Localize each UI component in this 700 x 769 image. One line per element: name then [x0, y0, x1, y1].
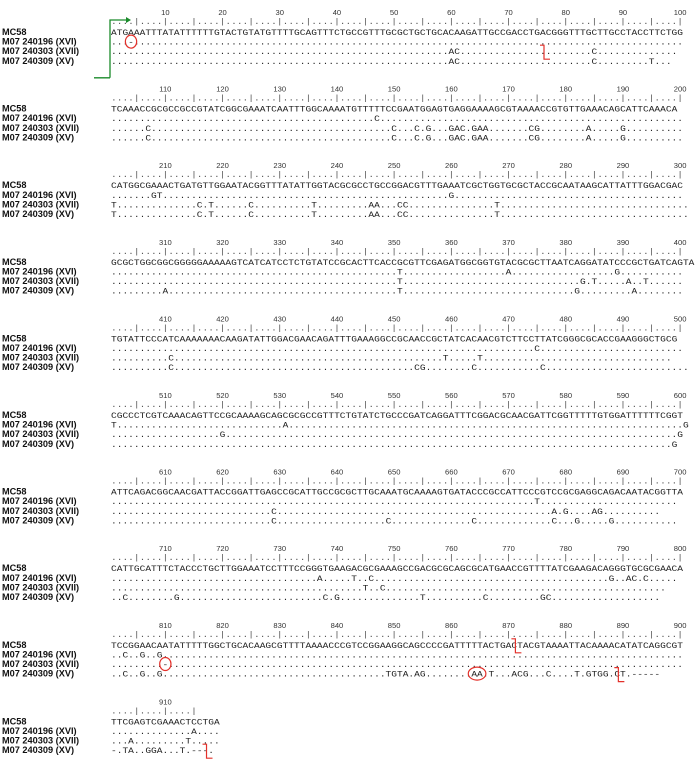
- ruler-number: 540: [330, 391, 344, 400]
- ruler-ticks: ....|....|....|....|....|....|....|....|....|....|....|....|....|....|....|....|....|....|....|....|: [111, 630, 609, 640]
- ruler-number: 500: [673, 314, 687, 324]
- sequence-label: M07 240196 (XVI): [2, 649, 77, 660]
- ruler-number: 410: [159, 314, 172, 324]
- ruler-number: 860: [445, 620, 458, 630]
- alignment-block-9: [2, 621, 686, 680]
- sequence-row: TCCGGAACAATATTTTTGGCTGCACAAGCGTTTTAAAACCCGTCCGGAAGGCAGCCCCGATTTTTACTGACTACGTAAAATTACAAAACATATCAGGCGT: [111, 641, 684, 651]
- alignment-block-3: [2, 161, 689, 220]
- ruler-number: 880: [559, 620, 573, 630]
- sequence-label: M07 240309 (XV): [2, 515, 75, 526]
- sequence-label: M07 240309 (XV): [2, 668, 75, 679]
- ruler-number: 260: [445, 161, 458, 171]
- sequence-label: MC58: [2, 563, 27, 574]
- alignment-block-7: [2, 468, 686, 527]
- ruler-number: 820: [216, 620, 229, 630]
- ruler-number: 430: [273, 314, 287, 324]
- alignment-block-6: [2, 391, 689, 450]
- sequence-label: M07 240309 (XV): [2, 592, 75, 602]
- sequence-row: CATTGCATTTCTACCCTGCTTGGAAATCCTTTCCGGGTGAAGACGCGAAAGCCGACGCGCAGCGCATGAACCGTTTTATCGAAGACAGGGTGCGCGAACA: [111, 565, 684, 575]
- ruler-number: 900: [673, 620, 687, 630]
- sequence-row: ..............A....: [111, 728, 220, 737]
- ruler-number: 730: [273, 544, 287, 554]
- ruler-number: 630: [273, 467, 287, 477]
- sequence-row: ...........................................................AC.......................C..............: [111, 48, 678, 58]
- sequence-row: ..C........G.........................C.G..............T..........C.........GC...................: [111, 594, 661, 603]
- ruler-number: 710: [159, 544, 172, 554]
- alignment-block-8: [2, 544, 686, 603]
- sequence-label: MC58: [2, 716, 27, 727]
- ruler-number: 470: [502, 314, 515, 324]
- sequence-row: ..........C...............................................T.....T.................................: [111, 354, 672, 364]
- ruler-number: 330: [273, 237, 287, 247]
- ruler-number: 690: [616, 467, 630, 477]
- ruler-number: 190: [616, 84, 630, 94]
- sequence-label: M07 240196 (XVI): [2, 343, 77, 353]
- ruler-ticks: ....|....|....|: [111, 707, 186, 717]
- ruler-ticks: ....|....|....|....|....|....|....|....|....|....|....|....|....|....|....|....|....|....|....|....|: [111, 94, 609, 104]
- sequence-label: M07 240196 (XVI): [2, 266, 77, 277]
- ruler-number: 560: [445, 391, 458, 400]
- ruler-number: 770: [502, 544, 515, 554]
- ruler-number: 490: [616, 314, 630, 324]
- sequence-row: CATGGCGAAACTGATGTTGGAATACGGTTTATATTGGTACGCGCCTGCCGGACGTTTGAAATCGCTGGTGCGCTACCGCAATAAGCATTATTTGGACGAC: [111, 182, 684, 192]
- sequence-label: M07 240196 (XVI): [2, 419, 77, 430]
- ruler-number: 610: [159, 467, 172, 477]
- sequence-row: ..................................................T..................A..................G...........: [111, 268, 683, 278]
- sequence-label: MC58: [2, 333, 27, 344]
- ruler-number: 20: [218, 8, 227, 17]
- ruler-number: 380: [559, 237, 573, 247]
- sequence-row: ..............................................C.....................................................: [111, 115, 683, 125]
- ruler-number: 530: [273, 391, 287, 400]
- ruler-number: 90: [618, 8, 628, 17]
- ruler-number: 160: [445, 84, 458, 94]
- ruler-number: 460: [445, 314, 458, 324]
- ruler-ticks: ....|....|....|....|....|....|....|....|....|....|....|....|....|....|....|....|....|....|....|....|: [111, 554, 609, 564]
- ruler-number: 790: [616, 544, 630, 554]
- sequence-row: ATTCAGACGGCAACGATTACCGGATTGAGCCGCATTGCCGCGCTTGCAAATGCAAAAGTGATACCCGCCATTCCCGTCCGCGAGGCAGACAATACGGTTA: [111, 488, 684, 498]
- ruler-number: 290: [616, 161, 630, 171]
- sequence-label: MC58: [2, 103, 27, 114]
- sequence-label: M07 240303 (XVII): [2, 429, 80, 440]
- ruler-number: 220: [216, 161, 229, 171]
- ruler-number: 80: [561, 8, 570, 17]
- ruler-number: 30: [275, 8, 284, 17]
- ruler-number: 640: [330, 467, 344, 477]
- ruler-number: 510: [159, 391, 172, 400]
- sequence-label: M07 240196 (XVI): [2, 189, 77, 200]
- ruler-number: 800: [673, 544, 687, 554]
- sequence-row: ..C..G..G...........................................................................................: [111, 651, 683, 661]
- ruler-number: 60: [447, 8, 456, 17]
- ruler-number: 840: [330, 620, 344, 630]
- ruler-number: 680: [559, 467, 573, 477]
- ruler-number: 870: [502, 620, 515, 630]
- ruler-ticks: ....|....|....|....|....|....|....|....|....|....|....|....|....|....|....|....|....|....|....|....|: [111, 171, 609, 181]
- ruler-number: 120: [216, 84, 229, 94]
- sequence-label: MC58: [2, 27, 27, 37]
- sequence-label: M07 240309 (XV): [2, 438, 75, 449]
- sequence-row: ...................G...............................................................................G: [111, 431, 684, 441]
- sequence-row: .........-..........................................................................................: [111, 661, 683, 670]
- sequence-row: ...-................................................................................................: [111, 38, 683, 48]
- sequence-row: ......C..........................................C...C.G...GAC.GAA.......CG........A.....G..........: [111, 134, 683, 144]
- sequence-row: ............................C...................C..............C.............C...G.....G...........: [111, 517, 678, 527]
- ruler-number: 580: [559, 391, 573, 400]
- ruler-number: 140: [330, 84, 344, 94]
- ruler-number: 650: [387, 467, 401, 477]
- ruler-number: 620: [216, 467, 229, 477]
- sequence-row: ..........................................................................T........................: [111, 498, 678, 508]
- sequence-label: M07 240309 (XV): [2, 745, 75, 756]
- alignment-block-5: [2, 314, 689, 373]
- alignment-block-4: [2, 238, 694, 297]
- ruler-number: 660: [445, 467, 458, 477]
- ruler-number: 40: [332, 8, 342, 17]
- ruler-number: 780: [559, 544, 573, 554]
- sequence-label: MC58: [2, 410, 27, 420]
- sequence-label: MC58: [2, 180, 27, 191]
- sequence-label: M07 240303 (XVII): [2, 199, 80, 210]
- sequence-label: M07 240196 (XVI): [2, 496, 77, 507]
- sequence-label: MC58: [2, 486, 27, 497]
- ruler-number: 150: [387, 84, 401, 94]
- ruler-ticks: ....|....|....|....|....|....|....|....|....|....|....|....|....|....|....|....|....|....|....|....|: [111, 477, 609, 487]
- ruler-number: 450: [387, 314, 401, 324]
- sequence-row: TGTATTCCCATCAAAAAAACAAGATATTGGACGAACAGATTTGAAAGGCCGCAACCGCTATCACAACGTCTTCCTTATCGGGCGCACCGAAGGGCTGCG: [111, 335, 678, 345]
- ruler-ticks: ....|....|....|....|....|....|....|....|....|....|....|....|....|....|....|....|....|....|....|....|: [111, 247, 609, 257]
- ruler-ticks: ....|....|....|....|....|....|....|....|....|....|....|....|....|....|....|....|....|....|....|....|: [111, 401, 609, 410]
- sequence-label: M07 240196 (XVI): [2, 572, 77, 583]
- sequence-row: T..............C.T......C..........T.........AA...CC...............T.................................: [111, 201, 689, 211]
- sequence-label: M07 240303 (XVII): [2, 122, 80, 133]
- ruler-number: 210: [159, 161, 172, 171]
- sequence-row: GCGCTGGCGGCGGGGGAAAAAGTCATCATCCTCTGTATCCGCACTTCACCGCGTTCGAGATGGCGGTGTACGCGCTTAATCAGGATATCCCGCTGATCAGTA: [111, 258, 695, 268]
- ruler-number: 360: [445, 237, 458, 247]
- alignment-block-2: [2, 85, 686, 144]
- sequence-label: M07 240196 (XVI): [2, 726, 77, 736]
- ruler-number: 750: [387, 544, 401, 554]
- ruler-ticks: ....|....|....|....|....|....|....|....|....|....|....|....|....|....|....|....|....|....|....|....|: [111, 18, 609, 27]
- ruler-number: 850: [387, 620, 401, 630]
- ruler-number: 400: [673, 237, 687, 247]
- ruler-number: 390: [616, 237, 630, 247]
- sequence-label: M07 240303 (XVII): [2, 659, 80, 669]
- sequence-label: M07 240196 (XVI): [2, 36, 77, 47]
- sequence-row: ..C..G..G.......................................TGTA.AG........AA.T...ACG...C....T.GTGG.CT.-----: [111, 670, 661, 680]
- sequence-label: M07 240303 (XVII): [2, 46, 80, 57]
- ruler-number: 70: [504, 8, 513, 17]
- ruler-number: 200: [673, 84, 687, 94]
- sequence-row: ..........C..........................................CG........C...........C.........................: [111, 364, 689, 374]
- sequence-row: ..................................................................................................G: [111, 440, 678, 450]
- ruler-number: 600: [673, 391, 687, 400]
- sequence-row: ..................................................T...............................G.T.....A..T......: [111, 278, 683, 287]
- ruler-number: 440: [330, 314, 344, 324]
- ruler-number: 420: [216, 314, 229, 324]
- ruler-number: 110: [159, 84, 172, 94]
- ruler-number: 340: [330, 237, 344, 247]
- ruler-number: 250: [387, 161, 401, 171]
- sequence-row: TTCGAGTCGAAACTCCTGA: [111, 718, 220, 728]
- sequence-row: -.TA..GGA...T.---.: [111, 747, 214, 757]
- sequence-row: CGCCCTCGTCAAACAGTTCCGCAAAAGCAGCGCGCCGTTTCTGTATCTGCCCGATCAGGATTTCGGACGCAACGATTCGGTTTTTGTGGATTTTTTCGGT: [111, 412, 684, 421]
- sequence-row: .........A........................................T..............................G.........A........: [111, 287, 683, 297]
- ruler-number: 480: [559, 314, 573, 324]
- sequence-row: ...........................................................AC.......................C.........T...: [111, 57, 672, 67]
- sequence-row: .......GT..................................................G........................................: [111, 191, 683, 201]
- ruler-number: 50: [389, 8, 399, 17]
- sequence-row: ............................................T..C.................................................: [111, 584, 666, 594]
- sequence-label: M07 240309 (XV): [2, 362, 75, 373]
- ruler-number: 10: [161, 8, 170, 17]
- ruler-number: 550: [387, 391, 401, 400]
- sequence-label: M07 240309 (XV): [2, 285, 75, 296]
- sequence-row: TCAAACCGCGCCGCCGTATCGGCGAAATCAATTTGGCAAAATGTTTTTCCGAATGGAGTGAGGAAAAGCGTAAAACCGTGTTGAAACAGCATTCAAACA: [111, 105, 678, 115]
- alignment-block-1: [2, 8, 686, 67]
- ruler-number: 810: [159, 620, 172, 630]
- ruler-number: 830: [273, 620, 287, 630]
- sequence-row: T.............................A.....................................................................G: [111, 421, 689, 431]
- ruler-ticks: ....|....|....|....|....|....|....|....|....|....|....|....|....|....|....|....|....|....|....|....|: [111, 324, 609, 334]
- sequence-label: M07 240303 (XVII): [2, 735, 80, 746]
- ruler-number: 300: [673, 161, 687, 171]
- ruler-number: 310: [159, 237, 172, 247]
- sequence-label: MC58: [2, 639, 27, 650]
- ruler-number: 590: [616, 391, 630, 400]
- ruler-number: 170: [502, 84, 515, 94]
- sequence-label: M07 240309 (XV): [2, 55, 75, 66]
- sequence-row: ....................................A.....T..C.........................................G..AC.C.....: [111, 574, 678, 584]
- sequence-label: M07 240196 (XVI): [2, 113, 77, 124]
- ruler-number: 130: [273, 84, 287, 94]
- sequence-row: ..........................................................................C.........................: [111, 345, 683, 354]
- ruler-number: 270: [502, 161, 515, 171]
- ruler-number: 320: [216, 237, 229, 247]
- ruler-number: 700: [673, 467, 687, 477]
- ruler-number: 720: [216, 544, 229, 554]
- sequence-label: M07 240303 (XVII): [2, 352, 80, 363]
- ruler-number: 910: [159, 697, 172, 707]
- sequence-label: MC58: [2, 256, 27, 267]
- ruler-number: 350: [387, 237, 401, 247]
- sequence-row: ...A.........T.....: [111, 737, 220, 747]
- sequence-row: T..............C.T......C..........T.........AA...CC...............T.................................: [111, 211, 689, 220]
- ruler-number: 180: [559, 84, 573, 94]
- ruler-number: 370: [502, 237, 515, 247]
- sequence-row: ......C..........................................C...C.G...GAC.GAA.......CG........A.....G..........: [111, 124, 683, 134]
- sequence-label: M07 240303 (XVII): [2, 582, 80, 593]
- ruler-number: 570: [502, 391, 515, 400]
- ruler-number: 740: [330, 544, 344, 554]
- ruler-number: 760: [445, 544, 458, 554]
- ruler-number: 280: [559, 161, 573, 171]
- ruler-number: 520: [216, 391, 229, 400]
- sequence-row: ATGAAATTTATATTTTTTGTACTGTATGTTTTGCAGTTTCTGCCGTTTGCGCTGCTGCACAAGATTGCCGACCTGACGGGTTTGCTTGCCTACCTTCTGG: [111, 29, 684, 38]
- ruler-number: 230: [273, 161, 287, 171]
- sequence-label: M07 240303 (XVII): [2, 505, 80, 516]
- ruler-number: 240: [330, 161, 344, 171]
- ruler-number: 670: [502, 467, 515, 477]
- ruler-number: 100: [673, 8, 687, 17]
- ruler-number: 890: [616, 620, 630, 630]
- sequence-label: M07 240309 (XV): [2, 209, 75, 219]
- sequence-label: M07 240303 (XVII): [2, 276, 80, 286]
- sequence-label: M07 240309 (XV): [2, 132, 75, 143]
- alignment-block-10: [2, 697, 220, 756]
- sequence-row: ............................C................................................A.G....AG..........: [111, 507, 661, 517]
